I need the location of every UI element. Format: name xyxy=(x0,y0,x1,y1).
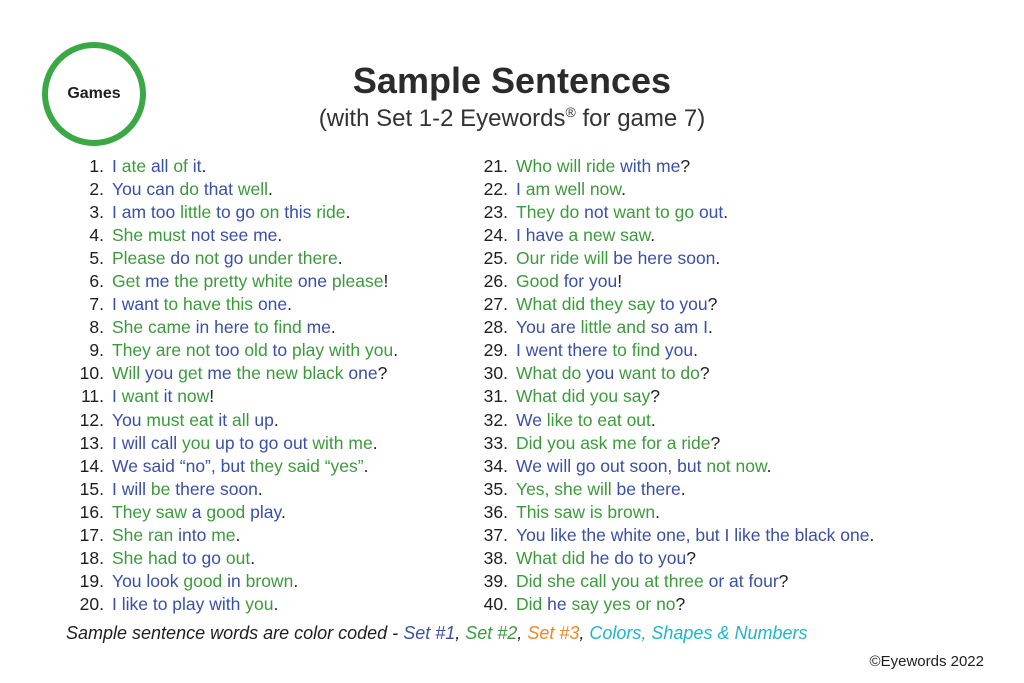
sentence-word-group: Who will ride xyxy=(516,156,621,176)
sentence-word-group: want to do xyxy=(619,363,700,384)
sentence-number: 31. xyxy=(483,386,508,407)
games-badge-label: Games xyxy=(67,85,121,102)
sentence-word-group: too xyxy=(215,340,245,361)
sentence-word-group: there soon xyxy=(175,478,258,499)
copyright: ©Eyewords 2022 xyxy=(869,653,984,670)
subtitle-post: for game 7) xyxy=(575,105,706,132)
sentence-word-group: We xyxy=(516,409,547,430)
sentence-word-group: for you xyxy=(563,271,618,292)
sentence-word-group: like to eat out xyxy=(546,409,651,430)
sentence-text xyxy=(112,524,240,547)
sentence-number: 39. xyxy=(483,570,508,591)
sentence-word-group: do xyxy=(179,179,204,200)
sentence-number: 5. xyxy=(89,248,104,269)
sentence-word-group: into xyxy=(178,524,212,545)
sentence-number: 12. xyxy=(79,409,104,430)
sentence-word-group: me xyxy=(145,271,175,292)
sentence-text xyxy=(516,501,660,524)
sentence-row xyxy=(66,593,398,616)
sentence-number: 33. xyxy=(483,432,508,453)
sentence-word-group: . xyxy=(257,478,263,499)
sentence-number: 38. xyxy=(483,547,508,568)
sentence-text xyxy=(516,178,626,201)
sentence-row xyxy=(66,524,398,547)
sentence-word-group: not see me xyxy=(190,225,278,246)
sentence-word-group: to you xyxy=(659,294,708,315)
sentence-word-group: me xyxy=(207,363,237,384)
sentence-row xyxy=(470,316,874,339)
sentence-number: 10. xyxy=(79,363,104,384)
sentence-text xyxy=(516,478,686,501)
sentence-row xyxy=(66,409,398,432)
sentence-text xyxy=(516,293,717,316)
sentence-word-group: up xyxy=(254,409,274,430)
sentence-text xyxy=(516,547,696,570)
sentence-number: 20. xyxy=(79,593,104,614)
sentence-word-group: Get xyxy=(112,271,146,292)
sentence-text xyxy=(112,178,273,201)
sentence-word-group: . xyxy=(337,248,343,269)
sentence-text xyxy=(516,224,655,247)
sentence-word-group: good xyxy=(206,501,251,522)
sentence-row xyxy=(66,385,398,408)
sentence-row xyxy=(470,339,874,362)
sentence-word-group: . xyxy=(650,409,656,430)
sentence-row xyxy=(66,316,398,339)
sentence-word-group: with me xyxy=(620,156,681,176)
sentence-number: 11. xyxy=(80,386,104,407)
sentence-row xyxy=(470,385,874,408)
sentence-number: 25. xyxy=(483,248,508,269)
sentence-word-group: to go xyxy=(182,547,226,568)
sentence-word-group: with me xyxy=(312,432,373,453)
sentence-text xyxy=(112,455,368,478)
sentence-row xyxy=(470,570,874,593)
sentence-word-group: that xyxy=(203,179,238,200)
sentence-number: 37. xyxy=(483,524,508,545)
sentence-number: 40. xyxy=(483,593,508,614)
sentence-word-group: ate xyxy=(121,156,151,176)
legend-sep: , xyxy=(455,623,466,643)
sentence-word-group: all xyxy=(150,156,174,176)
sentence-text xyxy=(112,409,279,432)
sentence-text xyxy=(516,409,656,432)
sentence-number: 27. xyxy=(483,294,508,315)
sentence-word-group: Did you ask me for a ride xyxy=(516,432,711,453)
sentence-word-group: under there xyxy=(248,248,338,269)
sentence-word-group: What did they say xyxy=(516,294,660,315)
sentence-row xyxy=(66,455,398,478)
sentence-number: 19. xyxy=(79,570,104,591)
sentence-word-group: ? xyxy=(675,593,686,614)
sentence-text xyxy=(112,155,206,178)
sentence-word-group: ? xyxy=(710,432,721,453)
sentence-word-group: brown xyxy=(245,570,294,591)
legend-sep: , xyxy=(517,623,528,643)
sentence-word-group: play with you xyxy=(292,340,394,361)
sentence-word-group: ! xyxy=(617,271,623,292)
sentence-word-group: so am I xyxy=(650,317,708,338)
sentence-word-group: please xyxy=(331,271,384,292)
sentence-word-group: they said “yes” xyxy=(249,455,364,476)
sentence-word-group: . xyxy=(693,340,698,361)
sentence-word-group: Yes, she will xyxy=(516,478,617,499)
sentence-row xyxy=(66,339,398,362)
page-title: Sample Sentences xyxy=(352,60,672,101)
sentence-row xyxy=(470,501,874,524)
sentence-word-group: me xyxy=(306,317,331,338)
sentence-word-group: say yes or no xyxy=(571,593,676,614)
sentence-word-group: She must xyxy=(112,225,191,246)
sentence-word-group: to find xyxy=(612,340,665,361)
sentence-number: 1. xyxy=(89,156,104,176)
sentence-list-right xyxy=(470,155,874,616)
sentence-word-group: you xyxy=(245,593,274,614)
sentence-text xyxy=(112,316,336,339)
sentence-text xyxy=(112,247,343,270)
sentence-number: 8. xyxy=(89,317,104,338)
sentence-word-group: this xyxy=(284,202,317,223)
sentence-word-group: . xyxy=(372,432,378,453)
sentence-row xyxy=(470,293,874,316)
sentence-text xyxy=(516,316,713,339)
sentence-word-group: out xyxy=(698,202,724,223)
sentence-word-group: ? xyxy=(707,294,718,315)
sentence-text xyxy=(112,547,255,570)
sentence-list-left xyxy=(66,155,398,616)
sentence-word-group: . xyxy=(680,478,686,499)
sentence-word-group: . xyxy=(393,340,399,361)
sentence-word-group: What did xyxy=(516,547,590,568)
sentence-row xyxy=(470,524,874,547)
sentence-row xyxy=(66,362,398,385)
page-subtitle xyxy=(0,104,1024,133)
sentence-word-group: now xyxy=(177,386,210,407)
sentence-word-group: . xyxy=(766,455,772,476)
sentence-word-group: I xyxy=(112,386,122,407)
sentence-word-group: to find xyxy=(254,317,307,338)
sentence-word-group: you xyxy=(664,340,694,361)
sentence-word-group: I xyxy=(516,179,526,200)
sentence-word-group: it xyxy=(192,156,202,176)
sentence-text xyxy=(516,270,622,293)
sentence-number: 17. xyxy=(79,524,104,545)
sentence-number: 2. xyxy=(89,179,104,200)
sentence-word-group: ! xyxy=(383,271,389,292)
sentence-word-group: to xyxy=(272,340,293,361)
sentence-word-group: not now xyxy=(706,455,767,476)
sentence-word-group: . xyxy=(621,179,626,200)
sentence-word-group: ? xyxy=(699,363,710,384)
sentence-word-group: get xyxy=(178,363,208,384)
sentence-word-group: you xyxy=(145,363,179,384)
sentence-row xyxy=(470,201,874,224)
legend-prefix: Sample sentence words are color coded - xyxy=(66,623,404,643)
sentence-word-group: all xyxy=(232,409,255,430)
sentence-word-group: This saw is brown xyxy=(516,501,656,522)
sentence-number: 34. xyxy=(483,455,508,476)
sentence-word-group: a new saw xyxy=(568,225,651,246)
subtitle-pre: (with Set 1-2 Eyewords xyxy=(318,105,566,132)
sentence-word-group: . xyxy=(273,409,279,430)
sentence-word-group: you xyxy=(586,363,620,384)
sentence-word-group: play xyxy=(250,501,281,522)
sentence-word-group: She came xyxy=(112,317,196,338)
sentence-word-group: ride xyxy=(316,202,346,223)
sentence-row xyxy=(470,178,874,201)
sentence-word-group: She had xyxy=(112,547,183,568)
sentence-text xyxy=(516,455,772,478)
sentence-word-group: a xyxy=(191,501,207,522)
legend-set3: Set #3 xyxy=(527,623,580,643)
sentence-word-group: . xyxy=(250,547,256,568)
sentence-word-group: in xyxy=(227,570,246,591)
sentence-row xyxy=(66,547,398,570)
sentence-number: 23. xyxy=(483,202,508,223)
sentence-number: 21. xyxy=(483,156,508,176)
sentence-number: 3. xyxy=(89,202,104,223)
registered-mark: ® xyxy=(565,104,576,120)
sentence-number: 14. xyxy=(79,455,104,476)
sentence-word-group: What did you say xyxy=(516,386,651,407)
sentence-word-group: want to go xyxy=(613,202,699,223)
sentence-number: 6. xyxy=(89,271,104,292)
legend-set1: Set #1 xyxy=(403,623,456,643)
sentence-text xyxy=(516,362,710,385)
sentence-text xyxy=(516,593,685,616)
sentence-row xyxy=(470,270,874,293)
sentence-word-group: . xyxy=(345,202,351,223)
sentence-word-group: it xyxy=(163,386,178,407)
sentence-word-group: the new black xyxy=(236,363,349,384)
sentence-row xyxy=(66,501,398,524)
sentence-word-group: Good xyxy=(516,271,564,292)
sentence-text xyxy=(112,293,292,316)
sentence-word-group: the pretty white xyxy=(174,271,298,292)
sentence-word-group: not xyxy=(584,202,614,223)
sentence-text xyxy=(112,201,350,224)
sentence-word-group: I have xyxy=(516,225,569,246)
sentence-word-group: They saw xyxy=(112,501,192,522)
sentence-word-group: Did she call you at three xyxy=(516,570,709,591)
sentence-word-group: Did xyxy=(516,593,548,614)
sentence-row xyxy=(66,270,398,293)
sentence-word-group: on xyxy=(259,202,285,223)
sentence-word-group: . xyxy=(715,248,721,269)
sentence-word-group: in here xyxy=(195,317,255,338)
sentence-word-group: little and xyxy=(580,317,651,338)
sentence-word-group: am well now xyxy=(525,179,622,200)
sentence-row xyxy=(66,155,398,178)
sentence-text xyxy=(112,385,214,408)
sentence-word-group: ? xyxy=(650,386,660,407)
sentence-word-group: to go xyxy=(216,202,260,223)
sentence-word-group: They do xyxy=(516,202,585,223)
sentence-word-group: well xyxy=(237,179,269,200)
sentence-row xyxy=(66,178,398,201)
sentence-text xyxy=(112,501,286,524)
sentence-row xyxy=(470,478,874,501)
sentence-number: 30. xyxy=(483,363,508,384)
sentence-row xyxy=(66,247,398,270)
sentence-word-group: We will go out soon, but xyxy=(516,455,707,476)
sentence-word-group: he xyxy=(547,593,572,614)
sentence-word-group: one xyxy=(348,363,378,384)
sentence-word-group: want xyxy=(121,386,164,407)
sentence-text xyxy=(516,155,690,178)
sentence-word-group: . xyxy=(268,179,273,200)
sentence-number: 32. xyxy=(483,409,508,430)
sentence-word-group: . xyxy=(277,225,283,246)
sentence-word-group: You can xyxy=(112,179,180,200)
sentence-word-group: . xyxy=(363,455,369,476)
sentence-word-group: I like to play with xyxy=(112,593,246,614)
sentence-word-group: I want xyxy=(112,294,164,315)
sentence-row xyxy=(470,155,874,178)
sentence-word-group: be xyxy=(150,478,176,499)
sentence-text xyxy=(112,593,278,616)
sentence-word-group: You are xyxy=(516,317,581,338)
sentence-text xyxy=(516,570,788,593)
sentence-word-group: to have this xyxy=(163,294,258,315)
sentence-row xyxy=(470,247,874,270)
sentence-word-group: I will call xyxy=(112,432,183,453)
sentence-word-group: do xyxy=(170,248,195,269)
sentence-word-group: ! xyxy=(209,386,215,407)
sentence-text xyxy=(516,432,720,455)
sentence-number: 35. xyxy=(483,478,508,499)
sentence-word-group: . xyxy=(655,501,660,522)
sentence-word-group: must eat xyxy=(146,409,219,430)
sentence-word-group: of xyxy=(173,156,193,176)
sentence-row xyxy=(66,224,398,247)
sentence-word-group: ? xyxy=(778,570,789,591)
sentence-word-group: be here soon xyxy=(613,248,716,269)
sentence-word-group: I will xyxy=(112,478,151,499)
sentence-word-group: one xyxy=(297,271,332,292)
sentence-word-group: not xyxy=(194,248,224,269)
sentence-text xyxy=(516,247,720,270)
sentence-word-group: She ran xyxy=(112,524,179,545)
sentence-text xyxy=(112,478,263,501)
sentence-word-group: . xyxy=(273,593,279,614)
sentence-row xyxy=(66,293,398,316)
sentence-text xyxy=(112,432,378,455)
sentence-word-group: . xyxy=(280,501,286,522)
sentence-word-group: I am too xyxy=(112,202,181,223)
sentence-row xyxy=(470,593,874,616)
sentence-word-group: ? xyxy=(680,156,691,176)
sentence-number: 13. xyxy=(79,432,104,453)
sentence-word-group: be there xyxy=(616,478,681,499)
sentence-word-group: . xyxy=(330,317,336,338)
sentence-word-group: old xyxy=(244,340,273,361)
sentence-word-group: you xyxy=(182,432,216,453)
sentence-text xyxy=(112,270,388,293)
sentence-word-group: What do xyxy=(516,363,587,384)
sentence-word-group: good xyxy=(183,570,228,591)
legend-set2: Set #2 xyxy=(465,623,518,643)
sentence-number: 26. xyxy=(483,271,508,292)
sentence-word-group: You look xyxy=(112,570,184,591)
sentence-text xyxy=(516,339,698,362)
sentence-word-group: ? xyxy=(377,363,388,384)
sentence-number: 7. xyxy=(89,294,104,315)
sentence-row xyxy=(66,478,398,501)
sentence-word-group: I went there xyxy=(516,340,613,361)
sentence-row xyxy=(66,201,398,224)
sentence-word-group: it xyxy=(218,409,233,430)
sentence-word-group: go xyxy=(223,248,249,269)
sentence-text xyxy=(516,201,728,224)
sentence-word-group: . xyxy=(650,225,656,246)
sentence-word-group: . xyxy=(708,317,713,338)
sentence-word-group: They are not xyxy=(112,340,216,361)
sentence-number: 9. xyxy=(89,340,104,361)
sentence-text xyxy=(112,362,387,385)
sentence-text xyxy=(112,339,398,362)
sentence-number: 36. xyxy=(483,501,508,522)
sentence-number: 29. xyxy=(483,340,508,361)
sentence-word-group: You like the white one, but I like the black one xyxy=(516,524,870,545)
sentence-word-group: . xyxy=(235,524,241,545)
sentence-number: 24. xyxy=(483,225,508,246)
sentence-row xyxy=(470,547,874,570)
sentence-word-group: Our ride will xyxy=(516,248,614,269)
sentence-row xyxy=(66,570,398,593)
sentence-word-group: little xyxy=(180,202,217,223)
sentence-word-group: one xyxy=(257,294,288,315)
sentence-word-group: . xyxy=(293,570,299,591)
sentence-number: 22. xyxy=(483,179,508,200)
sentence-word-group: . xyxy=(723,202,729,223)
sentence-word-group: up to go out xyxy=(215,432,313,453)
sentence-word-group: I xyxy=(112,156,122,176)
sentence-number: 15. xyxy=(79,478,104,499)
sentence-word-group: Will xyxy=(112,363,146,384)
sentence-row xyxy=(470,362,874,385)
sentence-text xyxy=(516,524,874,547)
sentence-row xyxy=(470,455,874,478)
color-legend xyxy=(66,623,807,644)
sentence-text xyxy=(516,385,660,408)
sentence-row xyxy=(470,432,874,455)
sentence-number: 28. xyxy=(483,317,508,338)
sentence-word-group: You xyxy=(112,409,147,430)
sentence-word-group: . xyxy=(201,156,207,176)
sentence-word-group: he do to you xyxy=(589,547,687,568)
sentence-row xyxy=(66,432,398,455)
sentence-number: 4. xyxy=(89,225,104,246)
sentence-word-group: out xyxy=(225,547,251,568)
sentence-word-group: ? xyxy=(686,547,696,568)
sentence-word-group: Please xyxy=(112,248,171,269)
sentence-row xyxy=(470,224,874,247)
sentence-number: 16. xyxy=(79,501,104,522)
sentence-word-group: me xyxy=(211,524,236,545)
legend-sep: , xyxy=(579,623,590,643)
sentence-word-group: We said “no”, but xyxy=(112,455,250,476)
sentence-number: 18. xyxy=(79,547,104,568)
sentence-text xyxy=(112,570,298,593)
sentence-word-group: . xyxy=(869,524,875,545)
sentence-word-group: or at four xyxy=(708,570,779,591)
sentence-word-group: . xyxy=(287,294,293,315)
sentence-row xyxy=(470,409,874,432)
legend-colors-shapes-numbers: Colors, Shapes & Numbers xyxy=(589,623,808,643)
sentence-text xyxy=(112,224,282,247)
